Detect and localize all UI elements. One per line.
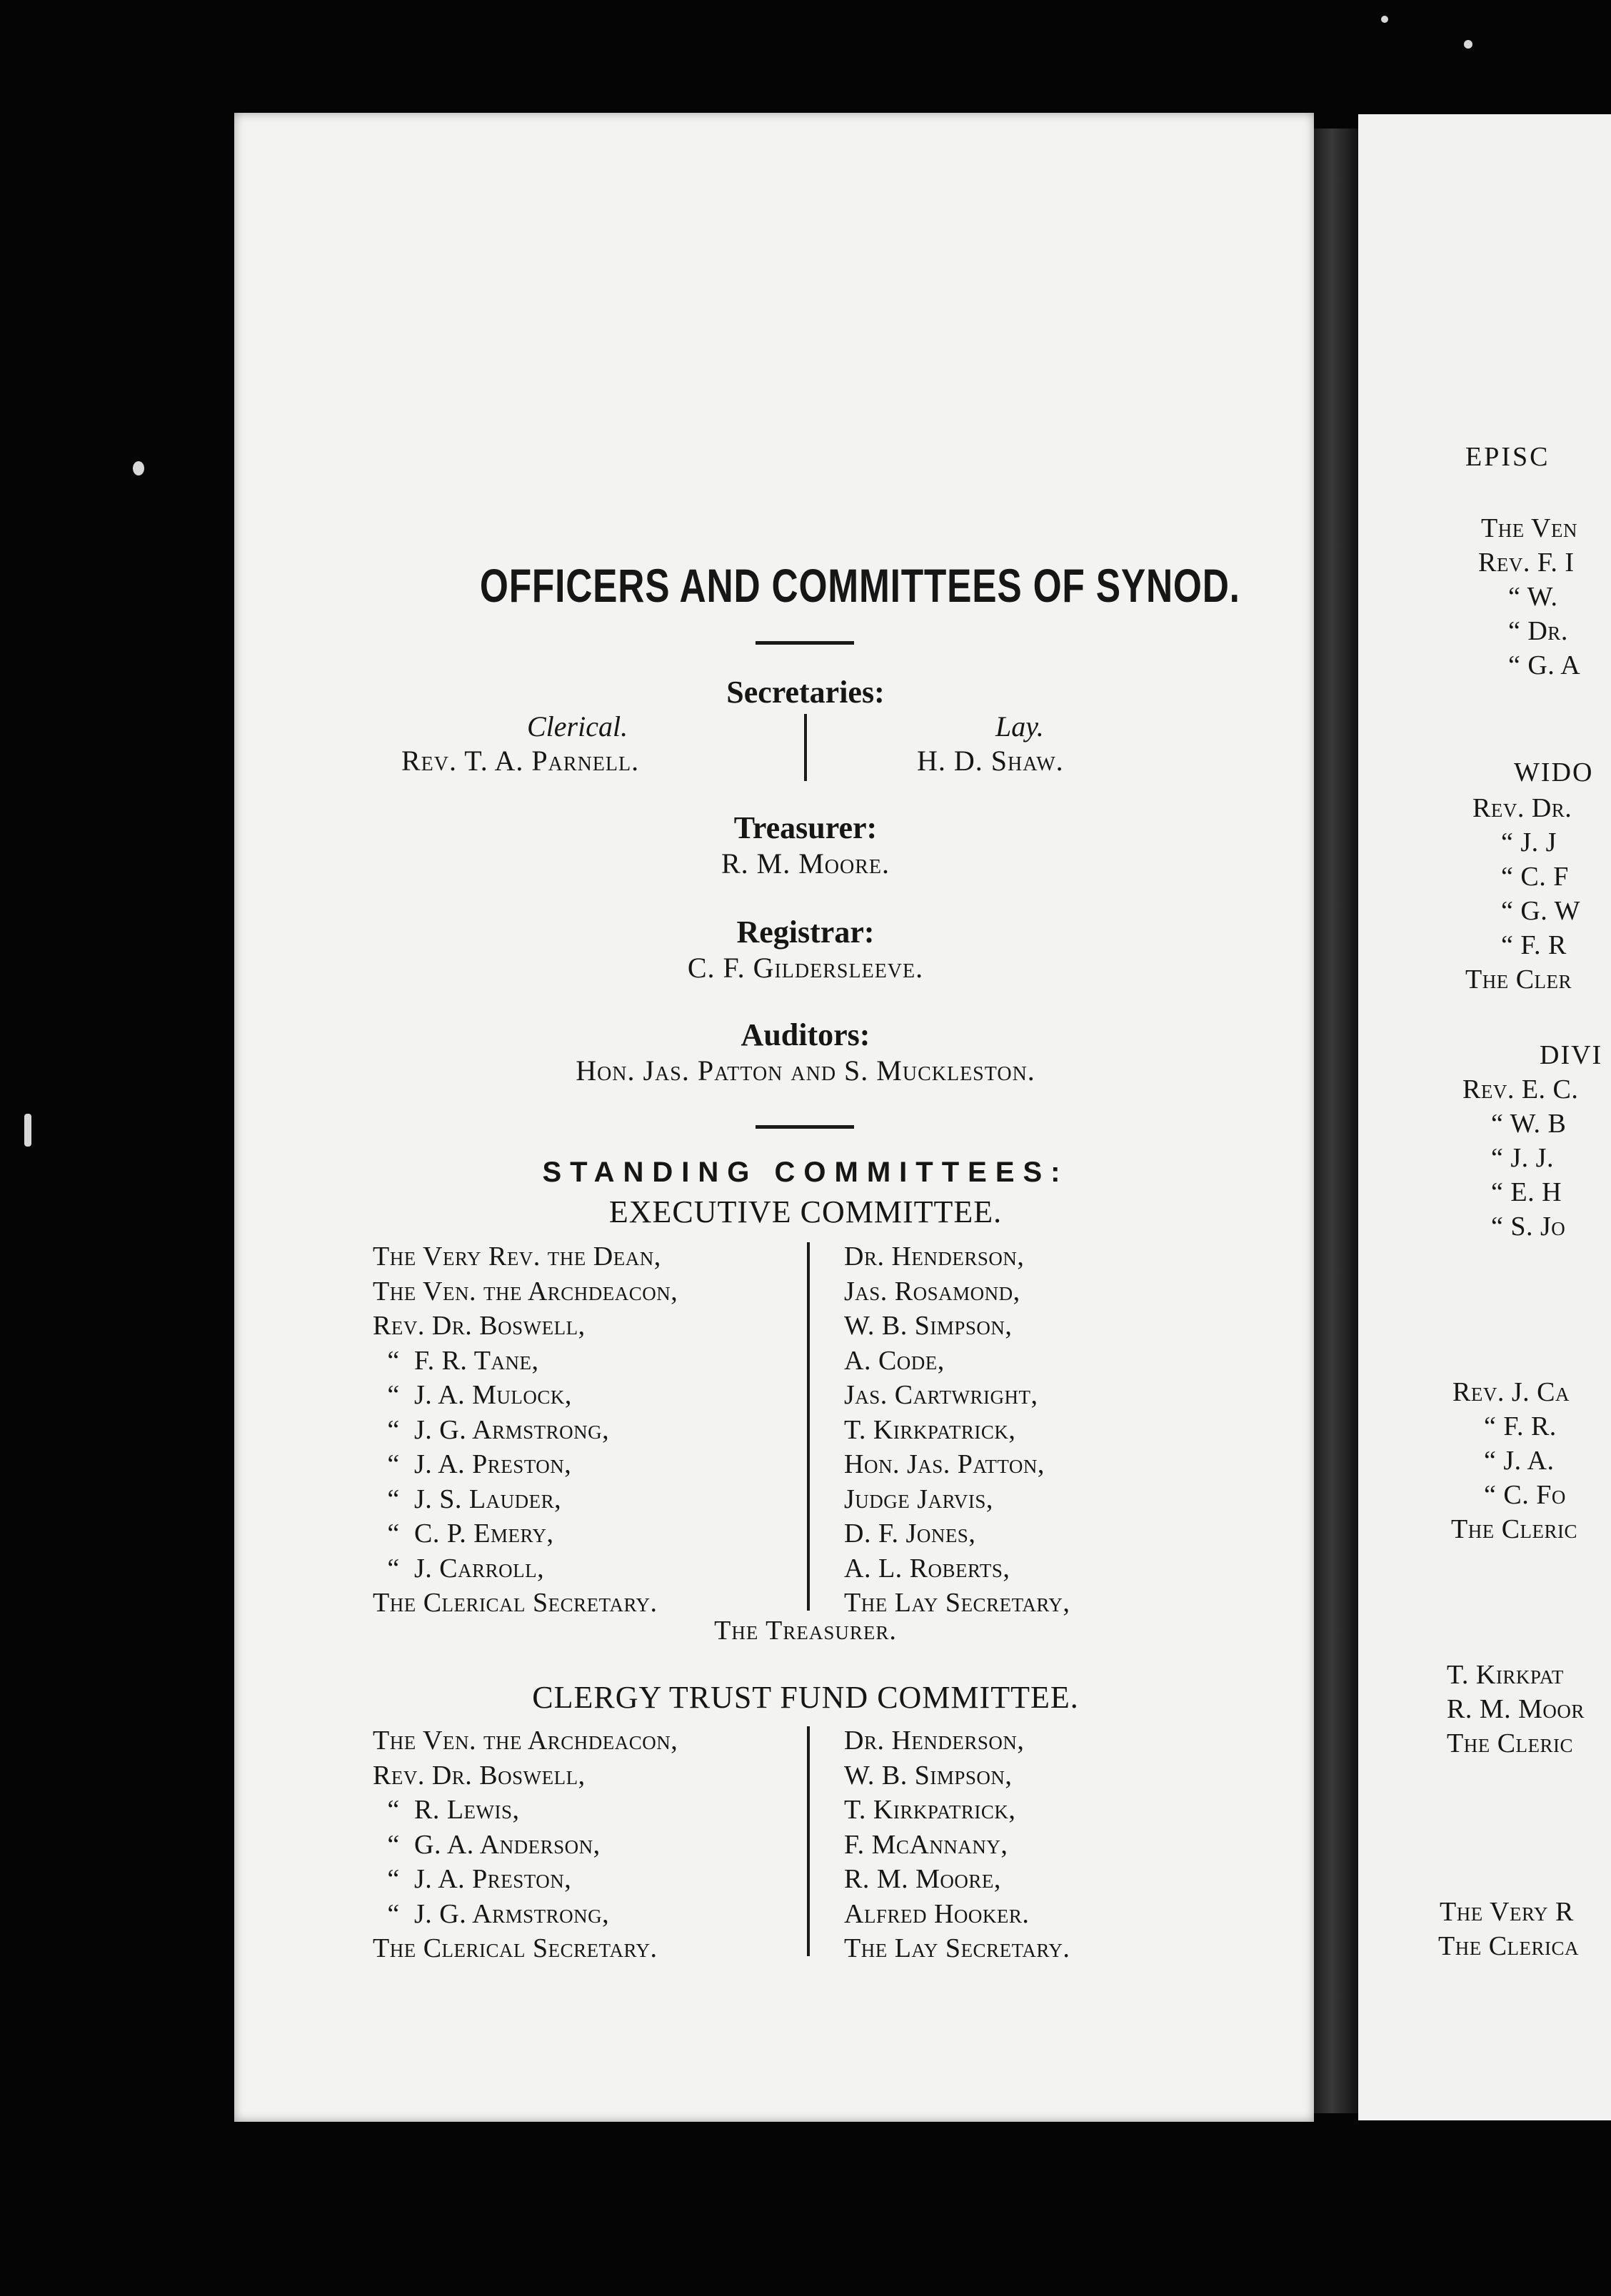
list-item: “ J. Carroll, [387,1553,545,1583]
list-item: The Clerical Secretary. [373,1933,658,1963]
list-item: “ J. A. Preston, [387,1864,572,1894]
right-page-line: R. M. Moor [1447,1694,1585,1724]
registrar-heading: Registrar: [736,915,875,950]
right-page-line: The Cleric [1451,1514,1578,1544]
executive-committee-heading: EXECUTIVE COMMITTEE. [608,1194,1003,1229]
list-item: The Very Rev. the Dean, [373,1242,661,1272]
right-page-line: “ W. [1508,582,1558,612]
clerical-secretary-name: Rev. T. A. Parnell. [401,745,640,777]
list-item: T. Kirkpatrick, [844,1795,1016,1825]
auditors-rule [756,1125,854,1129]
right-page-line: “ J. J [1501,827,1557,857]
list-item: Dr. Henderson, [844,1726,1025,1756]
right-page-line: DIVI [1540,1040,1603,1070]
executive-divider [807,1242,810,1611]
list-item: “ J. G. Armstrong, [387,1898,610,1929]
right-page-line: Rev. F. I [1478,548,1575,578]
list-item: Judge Jarvis, [844,1484,993,1514]
executive-right-list [844,1239,1070,1621]
list-item: Jas. Cartwright, [844,1380,1038,1410]
list-item: Alfred Hooker. [844,1898,1030,1929]
book-gutter [1314,129,1358,2113]
registrar-name: C. F. Gildersleeve. [687,952,924,984]
list-item: Jas. Rosamond, [844,1276,1020,1306]
list-item: Rev. Dr. Boswell, [373,1760,586,1791]
clergy-trust-heading: CLERGY TRUST FUND COMMITTEE. [532,1680,1079,1715]
title-rule [756,641,854,645]
right-page [1358,114,1611,2120]
secretaries-heading: Secretaries: [726,675,885,710]
list-item: “ J. A. Preston, [387,1449,572,1479]
list-item: “ J. S. Lauder, [387,1484,562,1514]
right-page-line: Rev. Dr. [1472,793,1572,823]
list-item: Dr. Henderson, [844,1242,1025,1272]
list-item: T. Kirkpatrick, [844,1414,1016,1445]
treasurer-heading: Treasurer: [733,810,878,845]
clerical-label: Clerical. [527,710,628,742]
list-item: “ J. A. Mulock, [387,1380,572,1410]
right-page-line: The Clerica [1438,1931,1580,1961]
list-item: A. Code, [844,1345,945,1376]
right-page-line: “ J. A. [1484,1446,1555,1476]
list-item: The Ven. the Archdeacon, [373,1276,678,1306]
right-page-line: “ W. B [1491,1109,1567,1139]
list-item: “ J. G. Armstrong, [387,1414,610,1445]
standing-committees-heading: STANDING COMMITTEES: [542,1157,1069,1188]
lay-label: Lay. [995,710,1044,742]
lay-secretary-name: H. D. Shaw. [917,745,1064,777]
list-item: “ R. Lewis, [387,1795,520,1825]
right-page-line: “ E. H [1491,1177,1562,1207]
list-item: W. B. Simpson, [844,1760,1013,1791]
auditors-names: Hon. Jas. Patton and S. Muckleston. [576,1054,1035,1087]
right-page-line: “ C. Fo [1484,1480,1566,1510]
secretaries-divider [804,714,807,781]
right-page-line: “ J. J. [1491,1143,1554,1173]
scan-speck [1464,40,1472,49]
list-item: “ G. A. Anderson, [387,1829,601,1860]
right-page-line: “ Dr. [1508,616,1568,646]
list-item: Rev. Dr. Boswell, [373,1311,586,1341]
list-item: The Clerical Secretary. [373,1588,658,1618]
list-item: R. M. Moore, [844,1864,1001,1894]
page-title: OFFICERS AND COMMITTEES OF SYNOD. [479,559,1240,612]
executive-left-list [373,1239,678,1621]
clergy-trust-right-list [844,1723,1070,1966]
right-page-line: Rev. E. C. [1462,1074,1579,1104]
list-item: “ F. R. Tane, [387,1345,539,1376]
list-item: A. L. Roberts, [844,1553,1010,1583]
right-page-line: Rev. J. Ca [1452,1377,1570,1407]
list-item: Hon. Jas. Patton, [844,1449,1045,1479]
right-page-line: “ F. R [1501,930,1567,960]
treasurer-name: R. M. Moore. [721,847,890,880]
right-page-line: “ G. A [1508,650,1581,680]
scan-speck [24,1114,31,1147]
right-page-line: “ S. Jo [1491,1212,1566,1242]
right-page-line: EPISC [1465,442,1550,472]
scan-speck [133,461,144,475]
right-page-line: “ G. W [1501,896,1580,926]
list-item: F. McAnnany, [844,1829,1008,1860]
clergy-trust-left-list [373,1723,678,1966]
right-page-line: WIDO [1514,757,1594,787]
auditors-heading: Auditors: [741,1017,870,1052]
scan-speck [1381,16,1388,23]
executive-footer: The Treasurer. [714,1616,897,1646]
list-item: W. B. Simpson, [844,1311,1013,1341]
right-page-line: “ C. F [1501,862,1569,892]
list-item: “ C. P. Emery, [387,1519,554,1549]
clergy-trust-divider [807,1726,810,1956]
right-page-line: The Ven [1481,513,1577,543]
right-page-line: The Cleric [1447,1728,1574,1758]
right-page-line: The Very R [1440,1897,1574,1927]
list-item: The Lay Secretary, [844,1588,1070,1618]
list-item: The Lay Secretary. [844,1933,1070,1963]
right-page-line: T. Kirkpat [1447,1660,1564,1690]
list-item: The Ven. the Archdeacon, [373,1726,678,1756]
right-page-line: The Cler [1465,965,1572,995]
list-item: D. F. Jones, [844,1519,976,1549]
right-page-line: “ F. R. [1484,1411,1557,1441]
